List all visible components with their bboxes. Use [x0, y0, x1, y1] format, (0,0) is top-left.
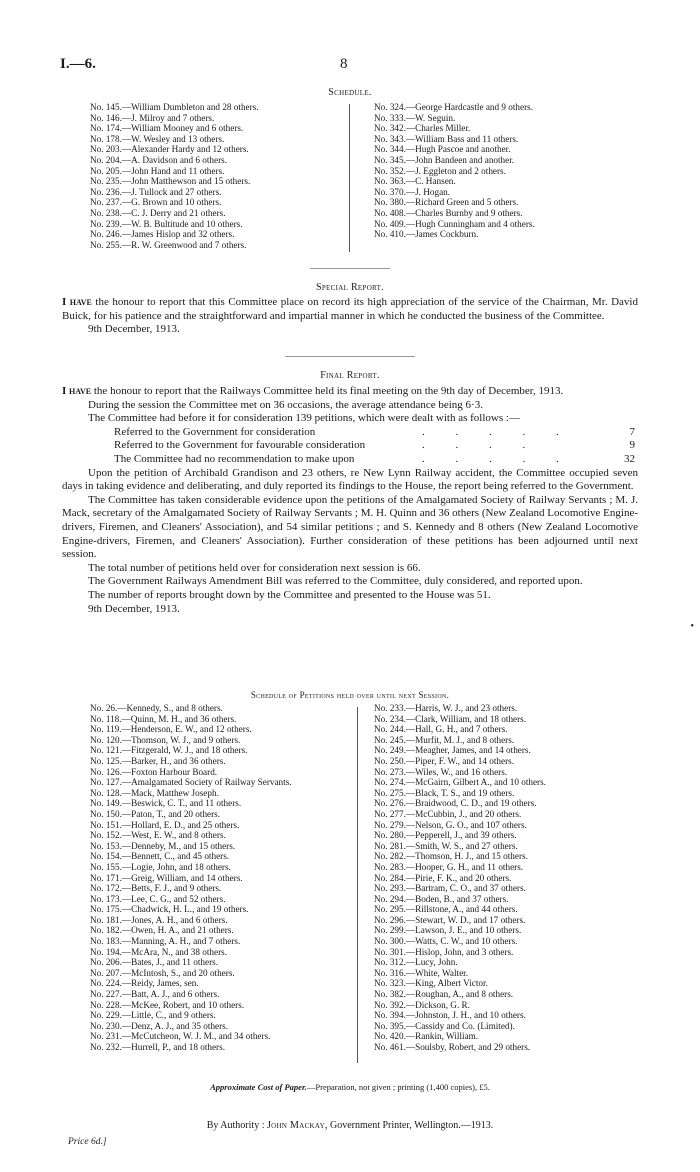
schedule-entry: No. 205.—John Hand and 11 others.: [90, 165, 225, 176]
held-over-entry: No. 224.—Reidy, James, sen.: [90, 978, 199, 989]
leader-dots: . . . .: [422, 439, 540, 452]
final-report-para-2: During the session the Committee met on 36 occasions, the average attendance being 6·3.: [88, 398, 483, 411]
held-over-entry: No. 228.—McKee, Robert, and 10 others.: [90, 999, 245, 1010]
schedule-entry: No. 246.—James Hislop and 32 others.: [90, 229, 235, 240]
schedule-entry: No. 239.—W. B. Bultitude and 10 others.: [90, 218, 243, 229]
schedule-right-list: [374, 102, 535, 240]
held-over-entry: No. 127.—Amalgamated Society of Railway Servants.: [90, 777, 292, 788]
held-over-entry: No. 274.—McGairn, Gilbert A., and 10 others.: [374, 777, 546, 788]
final-report-para-7: The Government Railways Amendment Bill was referred to the Committee, duly considered, and reported upon.: [88, 575, 583, 588]
schedule-entry: No. 178.—W. Wesley and 13 others.: [90, 133, 225, 144]
cost-label: Approximate Cost of Paper.: [210, 1082, 307, 1092]
held-over-entry: No. 181.—Jones, A. H., and 6 others.: [90, 914, 228, 925]
held-over-entry: No. 121.—Fitzgerald, W. J., and 18 others.: [90, 745, 248, 756]
held-over-entry: No. 194.—McAra, N., and 38 others.: [90, 946, 228, 957]
schedule-left-list: [90, 102, 259, 250]
consideration-label: Referred to the Government for consideration: [114, 425, 316, 438]
held-over-entry: No. 316.—White, Walter.: [374, 967, 469, 978]
section-divider: [285, 356, 415, 357]
price-note: Price 6d.]: [68, 1137, 107, 1147]
schedule-entry: No. 410.—James Cockburn.: [374, 229, 479, 240]
held-over-entry: No. 244.—Hall, G. H., and 7 others.: [374, 724, 508, 735]
held-over-heading: Schedule of Petitions held over until next Session.: [250, 690, 450, 700]
schedule-entry: No. 238.—C. J. Derry and 21 others.: [90, 207, 226, 218]
final-report-para-8: The number of reports brought down by the Committee and presented to the House was 51.: [88, 588, 491, 601]
held-over-entry: No. 26.—Kennedy, S., and 8 others.: [90, 703, 223, 713]
held-over-entry: No. 394.—Johnston, J. H., and 10 others.: [374, 1010, 526, 1021]
held-over-entry: No. 230.—Denz, A. J., and 35 others.: [90, 1020, 229, 1031]
held-over-entry: No. 295.—Rillstone, A., and 44 others.: [374, 904, 518, 915]
held-over-entry: No. 227.—Batt, A. J., and 6 others.: [90, 989, 220, 1000]
schedule-entry: No. 333.—W. Seguin.: [374, 112, 456, 123]
held-over-entry: No. 280.—Pepperell, J., and 39 others.: [374, 830, 517, 841]
held-over-entry: No. 283.—Hooper, G. H., and 11 others.: [374, 861, 524, 872]
held-over-entry: No. 151.—Hollard, E. D., and 25 others.: [90, 819, 240, 830]
held-over-entry: No. 275.—Black, T. S., and 19 others.: [374, 787, 515, 798]
held-over-entry: No. 119.—Henderson, E. W., and 12 others.: [90, 724, 252, 735]
schedule-entry: No. 324.—George Hardcastle and 9 others.: [374, 102, 534, 112]
special-report-heading: Special Report.: [316, 282, 384, 293]
held-over-entry: No. 232.—Hurrell, P., and 18 others.: [90, 1042, 225, 1052]
held-over-entry: No. 234.—Clark, William, and 18 others.: [374, 713, 527, 724]
held-over-entry: No. 171.—Greig, William, and 14 others.: [90, 872, 243, 883]
held-over-entry: No. 395.—Cassidy and Co. (Limited).: [374, 1020, 515, 1031]
schedule-heading: Schedule.: [328, 87, 372, 98]
held-over-entry: No. 229.—Little, C., and 9 others.: [90, 1010, 216, 1021]
held-over-entry: No. 300.—Watts, C. W., and 10 others.: [374, 936, 518, 947]
leader-dots: . . . . .: [422, 425, 573, 438]
final-report-para-6: The total number of petitions held over for consideration next session is 66.: [88, 561, 421, 574]
held-over-entry: No. 150.—Paton, T., and 20 others.: [90, 808, 221, 819]
special-report-date: 9th December, 1913.: [88, 323, 180, 336]
held-over-entry: No. 323.—King, Albert Victor.: [374, 978, 488, 989]
page-identifier: I.—6.: [60, 56, 96, 72]
held-over-entry: No. 420.—Rankin, William.: [374, 1031, 479, 1042]
schedule-entry: No. 409.—Hugh Cunningham and 4 others.: [374, 218, 535, 229]
consideration-count: 7: [629, 425, 635, 438]
section-divider: [310, 268, 390, 269]
page-number: 8: [340, 56, 348, 72]
favourable-consideration-count: 9: [629, 439, 635, 452]
final-report-lead: I have: [62, 385, 92, 397]
held-over-entry: No. 279.—Nelson, G. O., and 107 others.: [374, 819, 527, 830]
no-recommendation-count: 32: [624, 452, 635, 465]
margin-mark: •: [690, 621, 694, 632]
schedule-entry: No. 352.—J. Eggleton and 2 others.: [374, 165, 506, 176]
schedule-column-divider: [349, 104, 350, 252]
schedule-entry: No. 343.—William Bass and 11 others.: [374, 133, 519, 144]
final-report-date: 9th December, 1913.: [88, 602, 180, 615]
held-over-entry: No. 293.—Bartram, C. O., and 37 others.: [374, 883, 526, 894]
favourable-consideration-label: Referred to the Government for favourable consideration: [114, 439, 366, 452]
authority-prefix: By Authority :: [206, 1120, 267, 1131]
held-over-entry: No. 172.—Betts, F. J., and 9 others.: [90, 883, 222, 894]
final-report-heading: Final Report.: [320, 370, 380, 381]
special-report-text: [62, 296, 638, 337]
schedule-entry: No. 408.—Charles Burnby and 9 others.: [374, 207, 523, 218]
held-over-left-list: [90, 703, 292, 1053]
held-over-entry: No. 276.—Braidwood, C. D., and 19 others.: [374, 798, 537, 809]
held-over-entry: No. 125.—Barker, H., and 36 others.: [90, 755, 226, 766]
leader-dots: . . . . .: [422, 452, 573, 465]
held-over-entry: No. 282.—Thomson, H. J., and 15 others.: [374, 851, 528, 862]
held-over-entry: No. 118.—Quinn, M. H., and 36 others.: [90, 713, 237, 724]
final-report-text: [62, 385, 638, 616]
schedule-entry: No. 236.—J. Tullock and 27 others.: [90, 186, 222, 197]
favourable-consideration-row: [62, 439, 638, 453]
held-over-entry: No. 461.—Soulsby, Robert, and 29 others.: [374, 1042, 531, 1052]
held-over-entry: No. 249.—Meagher, James, and 14 others.: [374, 745, 531, 756]
special-report-lead: I have: [62, 296, 92, 308]
held-over-entry: No. 153.—Denneby, M., and 15 others.: [90, 840, 236, 851]
schedule-entry: No. 174.—William Mooney and 6 others.: [90, 123, 244, 134]
held-over-entry: No. 312.—Lucy, John.: [374, 957, 458, 968]
held-over-entry: No. 382.—Roughan, A., and 8 others.: [374, 989, 514, 1000]
printer-name: John Mackay: [266, 1120, 325, 1131]
held-over-entry: No. 277.—McCubbin, J., and 20 others.: [374, 808, 522, 819]
held-over-entry: No. 128.—Mack, Matthew Joseph.: [90, 787, 219, 798]
final-report-para-5: The Committee has taken considerable evidence upon the petitions of the Amalgamated Society of Railway Servants ; M. J. Mack, secretary of the Amalgamated Society of Railway Servants ; M. H. Quinn and 36 others (New Zealand Locomotive Engine-drivers, Firemen, and Cleaners' Association), and 54 similar petitions ; and S. Kennedy and 8 others (New Zealand Locomotive Engine-drivers, Firemen, and Cleaners' Association). Further consideration of these petitions has been adjourned until next session.: [62, 493, 638, 561]
schedule-entry: No. 237.—G. Brown and 10 others.: [90, 197, 222, 208]
schedule-entry: No. 380.—Richard Green and 5 others.: [374, 197, 519, 208]
schedule-entry: No. 370.—J. Hogan.: [374, 186, 451, 197]
held-over-entry: No. 299.—Lawson, J. E., and 10 others.: [374, 925, 522, 936]
held-over-entry: No. 126.—Foxton Harbour Board.: [90, 766, 218, 777]
no-recommendation-row: [62, 453, 638, 467]
schedule-entry: No. 203.—Alexander Hardy and 12 others.: [90, 144, 249, 155]
schedule-entry: No. 146.—J. Milroy and 7 others.: [90, 112, 215, 123]
schedule-entry: No. 344.—Hugh Pascoe and another.: [374, 144, 511, 155]
schedule-entry: No. 255.—R. W. Greenwood and 7 others.: [90, 239, 247, 250]
held-over-entry: No. 149.—Beswick, C. T., and 11 others.: [90, 798, 242, 809]
consideration-row: [62, 426, 638, 440]
held-over-entry: No. 273.—Wiles, W., and 16 others.: [374, 766, 508, 777]
schedule-entry: No. 363.—C. Hansen.: [374, 176, 456, 187]
final-report-para-4: Upon the petition of Archibald Grandison and 23 others, re New Lynn Railway accident, the Committee occupied seven days in taking evidence and deliberating, and duly reported its findings to the House, the report being referred to the Government.: [62, 466, 638, 493]
held-over-entry: No. 120.—Thomson, W. J., and 9 others.: [90, 734, 241, 745]
held-over-entry: No. 231.—McCutcheon, W. J. M., and 34 others.: [90, 1031, 271, 1042]
held-over-entry: No. 250.—Piper, F. W., and 14 others.: [374, 755, 515, 766]
held-over-entry: No. 233.—Harris, W. J., and 23 others.: [374, 703, 518, 713]
held-over-column-divider: [357, 707, 358, 1063]
schedule-entry: No. 342.—Charles Miller.: [374, 123, 471, 134]
final-report-para-1: the honour to report that the Railways Committee held its final meeting on the 9th day of December, 1913.: [91, 385, 564, 397]
final-report-para-3: The Committee had before it for consideration 139 petitions, which were dealt with as follows :—: [88, 412, 520, 425]
held-over-entry: No. 392.—Dickson, G. R.: [374, 999, 470, 1010]
no-recommendation-label: The Committee had no recommendation to make upon: [114, 452, 355, 465]
held-over-entry: No. 182.—Owen, H. A., and 21 others.: [90, 925, 234, 936]
held-over-entry: No. 207.—McIntosh, S., and 20 others.: [90, 967, 235, 978]
held-over-entry: No. 155.—Logie, John, and 18 others.: [90, 861, 231, 872]
cost-note: [0, 1082, 700, 1092]
authority-suffix: , Government Printer, Wellington.—1913.: [324, 1120, 494, 1131]
held-over-entry: No. 281.—Smith, W. S., and 27 others.: [374, 840, 518, 851]
held-over-entry: No. 284.—Pirie, F. K., and 20 others.: [374, 872, 512, 883]
special-report-body: the honour to report that this Committee place on record its high appreciation of the service of the Chairman, Mr. David Buick, for his patience and the straightforward and impartial manner in which he conducted the business of the Committee.: [62, 296, 638, 322]
schedule-entry: No. 145.—William Dumbleton and 28 others.: [90, 102, 259, 112]
cost-text: —Preparation, not given ; printing (1,400 copies), £5.: [306, 1082, 490, 1092]
schedule-entry: No. 204.—A. Davidson and 6 others.: [90, 154, 228, 165]
held-over-entry: No. 294.—Boden, B., and 37 others.: [374, 893, 509, 904]
held-over-entry: No. 183.—Manning, A. H., and 7 others.: [90, 936, 241, 947]
authority-line: [0, 1120, 700, 1131]
schedule-entry: No. 235.—John Matthewson and 15 others.: [90, 176, 251, 187]
held-over-entry: No. 152.—West, E. W., and 8 others.: [90, 830, 226, 841]
held-over-right-list: [374, 703, 546, 1053]
held-over-entry: No. 296.—Stewart, W. D., and 17 others.: [374, 914, 526, 925]
held-over-entry: No. 206.—Bates, J., and 11 others.: [90, 957, 219, 968]
held-over-entry: No. 154.—Bennett, C., and 45 others.: [90, 851, 230, 862]
held-over-entry: No. 175.—Chadwick, H. L., and 19 others.: [90, 904, 249, 915]
held-over-entry: No. 301.—Hislop, John, and 3 others.: [374, 946, 514, 957]
held-over-entry: No. 173.—Lee, C. G., and 52 others.: [90, 893, 226, 904]
schedule-entry: No. 345.—John Bandeen and another.: [374, 154, 515, 165]
held-over-entry: No. 245.—Murfit, M. J., and 8 others.: [374, 734, 515, 745]
